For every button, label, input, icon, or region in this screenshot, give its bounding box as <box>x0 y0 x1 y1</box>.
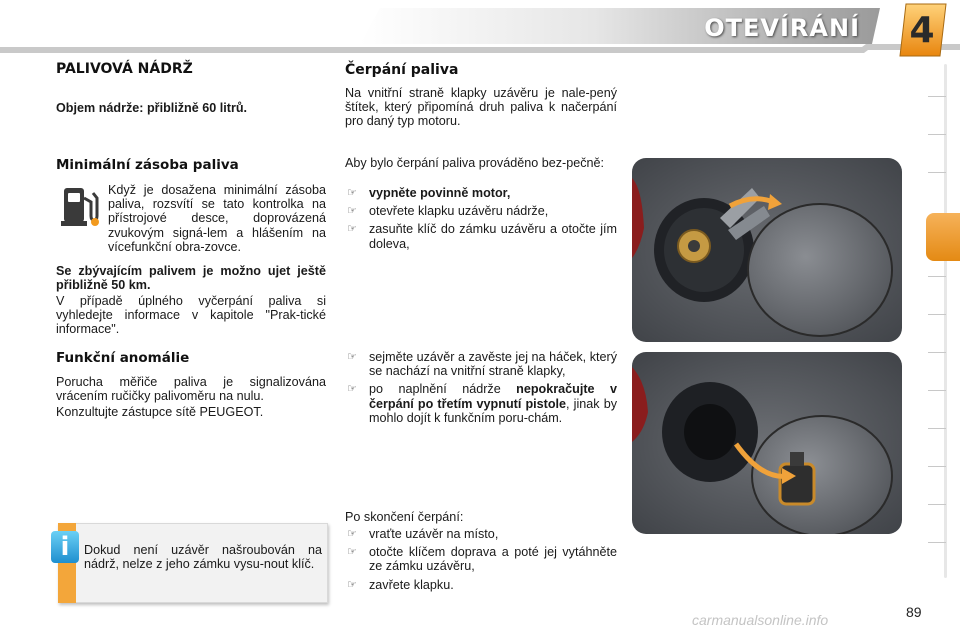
steps-list-1 <box>345 186 617 255</box>
hand-pointer-icon: ☞ <box>347 546 357 559</box>
hand-pointer-icon: ☞ <box>347 205 357 218</box>
fault-text: Porucha měřiče paliva je signalizována vrácením ručičky palivoměru na nulu. <box>56 375 326 404</box>
list-item: ☞ otevřete klapku uzávěru nádrže, <box>347 204 549 219</box>
fault-text-2: Konzultujte zástupce sítě PEUGEOT. <box>56 405 264 419</box>
fault-title: Funkční anomálie <box>56 350 190 366</box>
info-icon: i <box>51 531 79 563</box>
list-item: ☞ zasuňte klíč do zámku uzávěru a otočte jím doleva, <box>347 222 617 251</box>
min-fuel-range: Se zbývajícím palivem je možno ujet ještě přibližně 50 km. <box>56 264 326 293</box>
list-item: ☞ vraťte uzávěr na místo, <box>347 527 499 541</box>
steps-list-2 <box>345 350 617 429</box>
hand-pointer-icon: ☞ <box>347 578 357 591</box>
chapter-number: 4 <box>909 10 935 51</box>
fuel-cap-hook-photo <box>632 352 902 534</box>
hand-pointer-icon: ☞ <box>347 528 357 540</box>
chapter-title: OTEVÍRÁNÍ <box>704 14 860 42</box>
info-text: Dokud není uzávěr našroubován na nádrž, nelze z jeho zámku vysu-nout klíč. <box>84 543 322 572</box>
min-fuel-text: Když je dosažena minimální zásoba paliva, rozsvítí se tato kontrolka na přístrojové desce, doprovázená zvukovým signá-lem a hlášením na vícefunkční obra-zovce. <box>108 183 326 254</box>
min-fuel-text-2: V případě úplného vyčerpání paliva si vyhledejte informace v kapitole "Prak-tické informace". <box>56 294 326 337</box>
after-intro: Po skončení čerpání: <box>345 510 464 524</box>
min-fuel-title: Minimální zásoba paliva <box>56 157 239 173</box>
fuel-flap-key-photo <box>632 158 902 342</box>
list-item: ☞ zavřete klapku. <box>347 577 454 592</box>
hand-pointer-icon: ☞ <box>347 187 357 199</box>
watermark: carmanualsonline.info <box>692 612 829 628</box>
list-item: ☞ vypněte povinně motor, <box>347 186 511 200</box>
hand-pointer-icon: ☞ <box>347 223 357 236</box>
hand-pointer-icon: ☞ <box>347 351 357 363</box>
list-item: ☞ otočte klíčem doprava a poté jej vytáhněte ze zámku uzávěru, <box>347 545 617 574</box>
refuel-intro: Na vnitřní straně klapky uzávěru je nale-pený štítek, který připomíná druh paliva k načerpání pro daný typ motoru. <box>345 86 617 129</box>
chapter-tabs <box>928 68 950 576</box>
refuel-title: Čerpání paliva <box>345 62 459 78</box>
tank-capacity: Objem nádrže: přibližně 60 litrů. <box>56 101 248 115</box>
tab-chapter-4[interactable] <box>926 213 960 261</box>
safety-intro: Aby bylo čerpání paliva prováděno bez-pečně: <box>345 156 605 170</box>
hand-pointer-icon: ☞ <box>347 383 357 396</box>
list-item: ☞ sejměte uzávěr a zavěste jej na háček, který se nachází na vnitřní straně klapky, <box>347 350 617 379</box>
list-item: ☞ po naplnění nádrže nepokračujte v čerpání po třetím vypnutí pistole, jinak by mohlo dojít k funkčním poru-chám. <box>347 382 618 425</box>
section-title: PALIVOVÁ NÁDRŽ <box>56 61 193 77</box>
steps-list-3 <box>345 527 617 596</box>
page-number: 89 <box>906 604 922 620</box>
